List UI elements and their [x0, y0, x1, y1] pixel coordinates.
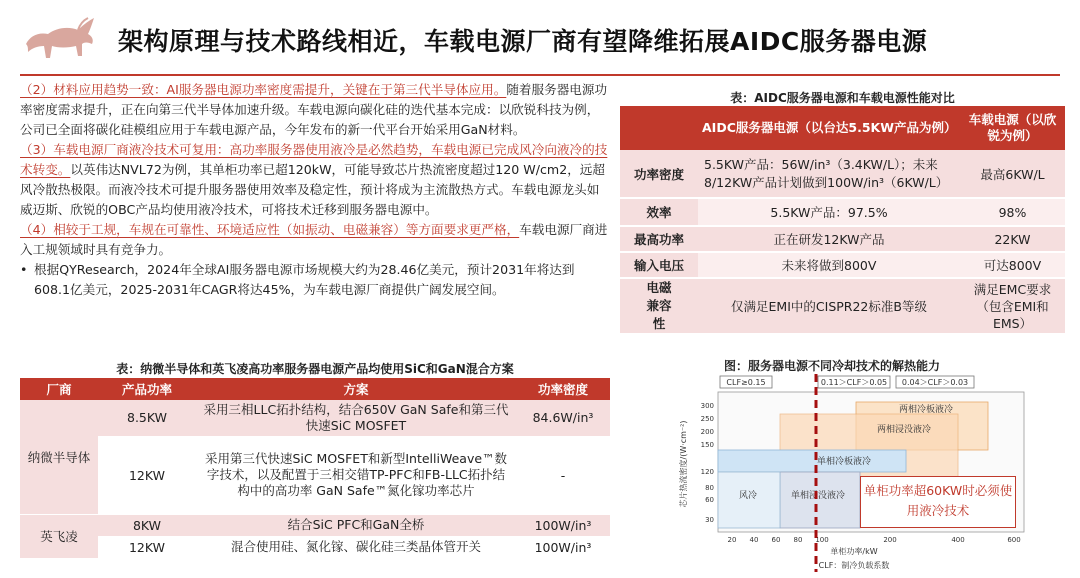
table-row — [20, 400, 610, 436]
paragraph-liquid-cooling — [20, 140, 610, 220]
paragraph-highlight: （4）相较于工规，车规在可靠性、环境适应性（如振动、电磁兼容）等方面要求更严格， — [20, 222, 520, 237]
x-tick-label: 40 — [749, 536, 759, 544]
y-tick-label: 300 — [700, 402, 714, 410]
x-tick-label: 80 — [793, 536, 803, 544]
vendor-cell: 纳微半导体 — [20, 400, 98, 514]
table-header-row — [620, 106, 1065, 150]
bull-logo — [22, 14, 98, 62]
power-cell: 8KW — [98, 514, 196, 536]
table-row — [620, 226, 1065, 252]
column-header: 厂商 — [20, 378, 98, 400]
power-cell: 12KW — [98, 536, 196, 558]
scheme-cell: 采用三相LLC拓扑结构，结合650V GaN Safe和第三代快速SiC MOSFET — [196, 400, 516, 436]
aidc-cell: 仅满足EMI中的CISPR22标准B等级 — [698, 278, 960, 334]
aidc-cell: 正在研发12KW产品 — [698, 226, 960, 252]
table-row — [20, 514, 610, 536]
density-cell: 84.6W/in³ — [516, 400, 610, 436]
region-label: 单相浸没液冷 — [790, 491, 846, 501]
x-tick-label: 200 — [883, 536, 897, 544]
table-row — [20, 536, 610, 558]
paragraph-highlight: （3）车载电源厂商液冷技术可复用：高功率服务器使用液冷是必然趋势，车载电源已完成风冷向液冷的技术转变。 — [20, 142, 608, 177]
vendor-cell: 英飞凌 — [20, 514, 98, 558]
performance-comparison-table — [620, 106, 1065, 335]
market-size-bullet — [20, 260, 610, 300]
car-cell: 满足EMC要求（包含EMI和EMS） — [960, 278, 1065, 334]
paragraph-automotive-grade — [20, 220, 610, 260]
table-header-row — [20, 378, 610, 400]
power-cell: 8.5KW — [98, 400, 196, 436]
y-tick-label: 30 — [705, 516, 714, 524]
column-header: 功率密度 — [516, 378, 610, 400]
column-header: 方案 — [196, 378, 516, 400]
body-text — [20, 80, 610, 300]
density-cell: - — [516, 436, 610, 514]
y-tick-label: 150 — [700, 441, 714, 449]
x-tick-label: 600 — [1007, 536, 1021, 544]
row-label: 效率 — [620, 198, 698, 226]
table1-caption: 表：纳微半导体和英飞凌高功率服务器电源产品均使用SiC和GaN混合方案 — [116, 362, 514, 376]
paragraph-body: 随着服务器电源功率密度需求提升，正在向第三代半导体加速升级。车载电源向碳化硅的迭代基本完成：以欣锐科技为例，公司已全面将碳化硅模组应用于车载电源产品，今年发布的新一代平台开始采用GaN材料。 — [20, 82, 608, 137]
row-label: 最高功率 — [620, 226, 698, 252]
table-row — [620, 198, 1065, 226]
paragraph-body: 车载电源厂商进入工规领域时具有竞争力。 — [20, 222, 608, 257]
y-tick-label: 250 — [700, 415, 714, 423]
bullet-dot: • — [20, 262, 28, 277]
y-tick-label: 60 — [705, 496, 714, 504]
scheme-cell: 结合SiC PFC和GaN全桥 — [196, 514, 516, 536]
figure-footnote: CLF：制冷负载系数 — [818, 561, 890, 570]
power-cell: 12KW — [98, 436, 196, 514]
density-cell: 100W/in³ — [516, 536, 610, 558]
table2-caption: 表：AIDC服务器电源和车载电源性能对比 — [730, 91, 955, 105]
clf-band-label: 0.04＞CLF＞0.03 — [901, 378, 969, 387]
aidc-cell: 5.5KW产品：56W/in³（3.4KW/L）；未来8/12KW产品计划做到100W/in³（6KW/L） — [698, 150, 960, 198]
figure-caption: 图：服务器电源不同冷却技术的解热能力 — [724, 359, 941, 373]
threshold-callout: 单柜功率超60KW时必须使用液冷技术 — [860, 476, 1016, 528]
region-label: 两相浸没液冷 — [876, 425, 932, 435]
row-label: 电磁兼容性 — [620, 278, 698, 334]
region-label: 单相冷板液冷 — [816, 457, 872, 467]
y-tick-label: 120 — [700, 468, 714, 476]
car-cell: 98% — [960, 198, 1065, 226]
column-header — [620, 106, 698, 150]
x-tick-label: 20 — [727, 536, 737, 544]
y-tick-label: 200 — [700, 428, 714, 436]
scheme-cell: 采用第三代快速SiC MOSFET和新型IntelliWeave™数字技术，以及配置于三相交错TP-PFC和FB-LLC拓扑结构中的高功率 GaN Safe™氮化镓功率芯片 — [196, 436, 516, 514]
paragraph-body: 以英伟达NVL72为例，其单柜功率已超120kW，可能导致芯片热流密度超过120 W/cm2，远超风冷散热极限。而液冷技术可提升服务器使用效率及稳定性，预计将成为主流散热方式。车载电源龙头如威迈斯、欣锐的OBC产品均使用液冷技术，可将技术迁移到服务器电源中。 — [20, 162, 605, 217]
y-axis-label: 芯片热流密度/(W·cm⁻²) — [679, 420, 688, 508]
clf-band-label: 0.11＞CLF＞0.05 — [820, 378, 888, 387]
region-single-phase-cold-plate — [718, 450, 906, 472]
region-label: 两相冷板液冷 — [898, 405, 954, 415]
row-label: 输入电压 — [620, 252, 698, 278]
x-axis-label: 单柜功率/kW — [830, 547, 878, 556]
table-row — [620, 278, 1065, 334]
scheme-cell: 混合使用硅、氮化镓、碳化硅三类晶体管开关 — [196, 536, 516, 558]
table-row — [620, 150, 1065, 198]
clf-band-label: CLF≥0.15 — [726, 378, 766, 387]
table-row — [20, 436, 610, 514]
title-divider — [20, 74, 1060, 76]
x-tick-label: 100 — [815, 536, 829, 544]
column-header: AIDC服务器电源（以台达5.5KW产品为例） — [698, 106, 960, 150]
paragraph-highlight: （2）材料应用趋势一致：AI服务器电源功率密度需提升，关键在于第三代半导体应用。 — [20, 82, 507, 97]
row-label: 功率密度 — [620, 150, 698, 198]
bullet-text: 根据QYResearch，2024年全球AI服务器电源市场规模大约为28.46亿美元，预计2031年将达到608.1亿美元，2025-2031年CAGR将达45%，为车载电源厂商提供广阔发展空间。 — [34, 262, 575, 297]
paragraph-material — [20, 80, 610, 140]
column-header: 车载电源（以欣锐为例） — [960, 106, 1065, 150]
aidc-cell: 5.5KW产品：97.5% — [698, 198, 960, 226]
page-title: 架构原理与技术路线相近，车载电源厂商有望降维拓展AIDC服务器电源 — [118, 27, 928, 56]
car-cell: 可达800V — [960, 252, 1065, 278]
y-tick-label: 80 — [705, 484, 714, 492]
table-row — [620, 252, 1065, 278]
aidc-cell: 未来将做到800V — [698, 252, 960, 278]
vendor-solution-table — [20, 378, 610, 559]
x-tick-label: 400 — [951, 536, 965, 544]
cooling-capability-figure — [668, 372, 1068, 578]
region-label: 风冷 — [738, 491, 758, 501]
x-tick-label: 60 — [771, 536, 781, 544]
density-cell: 100W/in³ — [516, 514, 610, 536]
car-cell: 最高6KW/L — [960, 150, 1065, 198]
car-cell: 22KW — [960, 226, 1065, 252]
column-header: 产品功率 — [98, 378, 196, 400]
